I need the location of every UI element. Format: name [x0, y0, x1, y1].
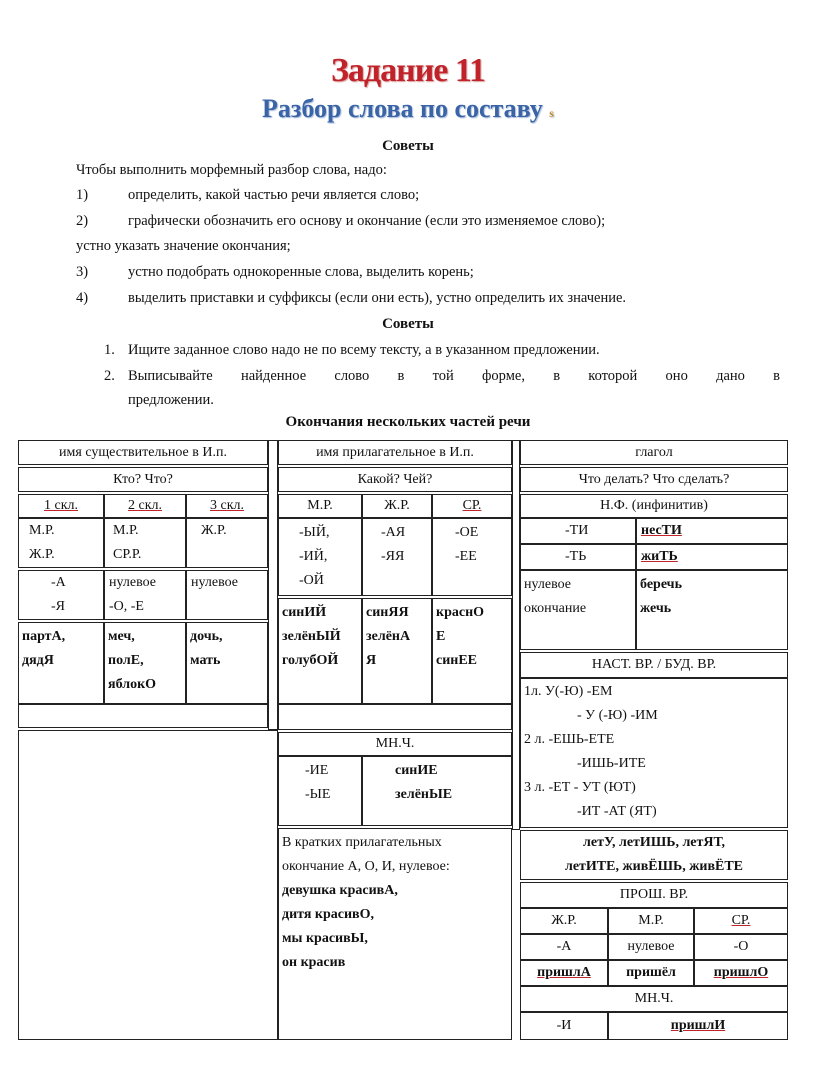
verb-past-ending-f: -А — [520, 934, 608, 960]
verb-past-ending-n: -О — [694, 934, 788, 960]
verb-inf-ending-2: -ТЬ — [520, 544, 636, 570]
adj-plural-endings: -ИЕ -ЫЕ — [278, 756, 362, 826]
column-separator-2 — [512, 440, 520, 830]
adj-plural-header: МН.Ч. — [278, 732, 512, 756]
advice-num-3: 3) — [76, 264, 89, 280]
subtitle-mark: s — [549, 106, 554, 120]
tip-item-2-cont: предложении. — [128, 392, 214, 408]
noun-example-2: меч, полЕ, яблокО — [104, 622, 186, 704]
adj-question: Какой? Чей? — [278, 467, 512, 492]
adj-example-n: краснО Е синЕЕ — [432, 598, 512, 704]
advice-item-4: выделить приставки и суффиксы (если они есть), устно определить их значение. — [128, 290, 627, 306]
adj-gender-f: Ж.Р. — [362, 494, 432, 518]
adj-gender-m: М.Р. — [278, 494, 362, 518]
adj-ending-n: -ОЕ -ЕЕ — [432, 518, 512, 596]
adj-ending-m: -ЫЙ, -ИЙ, -ОЙ — [278, 518, 362, 596]
verb-inf-ending-1: -ТИ — [520, 518, 636, 544]
adj-short-forms — [278, 828, 512, 1040]
adj-example-m: синИЙ зелёнЫЙ голубОЙ — [278, 598, 362, 704]
adj-plural-examples: синИЕ зелёнЫЕ — [362, 756, 512, 826]
verb-past-header: ПРОШ. ВР. — [520, 882, 788, 908]
advice-item-3: устно подобрать однокоренные слова, выделить корень; — [128, 264, 474, 280]
verb-present-line-2: - У (-Ю) -ИМ — [577, 708, 658, 723]
adj-header: имя прилагательное в И.п. — [278, 440, 512, 465]
verb-past-plural-header: МН.Ч. — [520, 986, 788, 1012]
adj-ending-f: -АЯ -ЯЯ — [362, 518, 432, 596]
tip-num-1: 1. — [104, 342, 115, 358]
page-title: Задание 11 — [330, 52, 486, 89]
verb-present-endings — [520, 678, 788, 828]
advice-num-2: 2) — [76, 213, 89, 229]
adj-example-f: синЯЯ зелёнА Я — [362, 598, 432, 704]
noun-ending-1: -А -Я — [18, 570, 104, 620]
verb-question: Что делать? Что сделать? — [520, 467, 788, 492]
noun-decl-2: 2 скл. — [104, 494, 186, 518]
tip-item-1: Ищите заданное слово надо не по всему тексту, а в указанном предложении. — [128, 342, 600, 358]
noun-question: Кто? Что? — [18, 467, 268, 492]
verb-past-gender-f: Ж.Р. — [520, 908, 608, 934]
advice-num-4: 4) — [76, 290, 89, 306]
verb-past-example-n: пришлО — [694, 960, 788, 986]
adj-gender-n: СР. — [432, 494, 512, 518]
advice-heading-2: Советы — [382, 316, 434, 332]
noun-example-1: партА, дядЯ — [18, 622, 104, 704]
noun-ending-2: нулевое -О, -Е — [104, 570, 186, 620]
verb-present-line-4: -ИШЬ-ИТЕ — [577, 756, 646, 771]
noun-empty-area — [18, 730, 278, 1040]
noun-gender-1: М.Р. Ж.Р. — [18, 518, 104, 568]
advice-num-1: 1) — [76, 187, 89, 203]
verb-past-plural-ending: -И — [520, 1012, 608, 1040]
verb-present-line-5: 3 л. -ЕТ - УТ (ЮТ) — [524, 780, 636, 795]
noun-header: имя существительное в И.п. — [18, 440, 268, 465]
verb-inf-example-2: жиТЬ — [636, 544, 788, 570]
noun-decl-1: 1 скл. — [18, 494, 104, 518]
verb-inf-header: Н.Ф. (инфинитив) — [520, 494, 788, 518]
noun-gender-3: Ж.Р. — [186, 518, 268, 568]
noun-ending-3: нулевое — [186, 570, 268, 620]
verb-past-example-m: пришёл — [608, 960, 694, 986]
verb-inf-example-1: несТИ — [636, 518, 788, 544]
adj-short-examples: девушка красивА, дитя красивО, мы красивЫ, он красив — [282, 883, 398, 970]
verb-present-examples: летУ, летИШЬ, летЯТ, летИТЕ, живЁШЬ, живЁТЕ — [520, 830, 788, 880]
adj-short-note: В кратких прилагательных окончание А, О, И, нулевое: — [282, 835, 450, 874]
noun-empty-row — [18, 704, 268, 728]
verb-past-plural-example: пришлИ — [608, 1012, 788, 1040]
adj-empty-row — [278, 704, 512, 730]
noun-example-3: дочь, мать — [186, 622, 268, 704]
verb-present-line-3: 2 л. -ЕШЬ-ЕТЕ — [524, 732, 615, 747]
advice-item-2: графически обозначить его основу и окончание (если это изменяемое слово); — [128, 213, 606, 229]
page-subtitle: Разбор слова по составу s — [262, 94, 554, 123]
verb-header: глагол — [520, 440, 788, 465]
column-separator-1 — [268, 440, 278, 730]
verb-inf-example-3: беречь жечь — [636, 570, 788, 650]
verb-past-example-f: пришлА — [520, 960, 608, 986]
table-title: Окончания нескольких частей речи — [285, 414, 531, 430]
verb-present-header: НАСТ. ВР. / БУД. ВР. — [520, 652, 788, 678]
tip-num-2: 2. — [104, 368, 115, 384]
advice-intro: Чтобы выполнить морфемный разбор слова, надо: — [76, 162, 387, 178]
advice-item-2-cont: устно указать значение окончания; — [76, 238, 291, 254]
verb-past-gender-m: М.Р. — [608, 908, 694, 934]
advice-item-1: определить, какой частью речи является слово; — [128, 187, 420, 203]
verb-inf-ending-3: нулевое окончание — [520, 570, 636, 650]
verb-past-ending-m: нулевое — [608, 934, 694, 960]
noun-gender-2: М.Р. СР.Р. — [104, 518, 186, 568]
verb-present-line-6: -ИТ -АТ (ЯТ) — [577, 804, 657, 819]
tip-item-2: Выписывайте найденное слово в той форме, в которой оно дано в — [128, 368, 780, 384]
verb-present-line-1: 1л. У(-Ю) -ЕМ — [524, 684, 613, 699]
verb-past-gender-n: СР. — [694, 908, 788, 934]
advice-heading-1: Советы — [382, 138, 434, 154]
noun-decl-3: 3 скл. — [186, 494, 268, 518]
